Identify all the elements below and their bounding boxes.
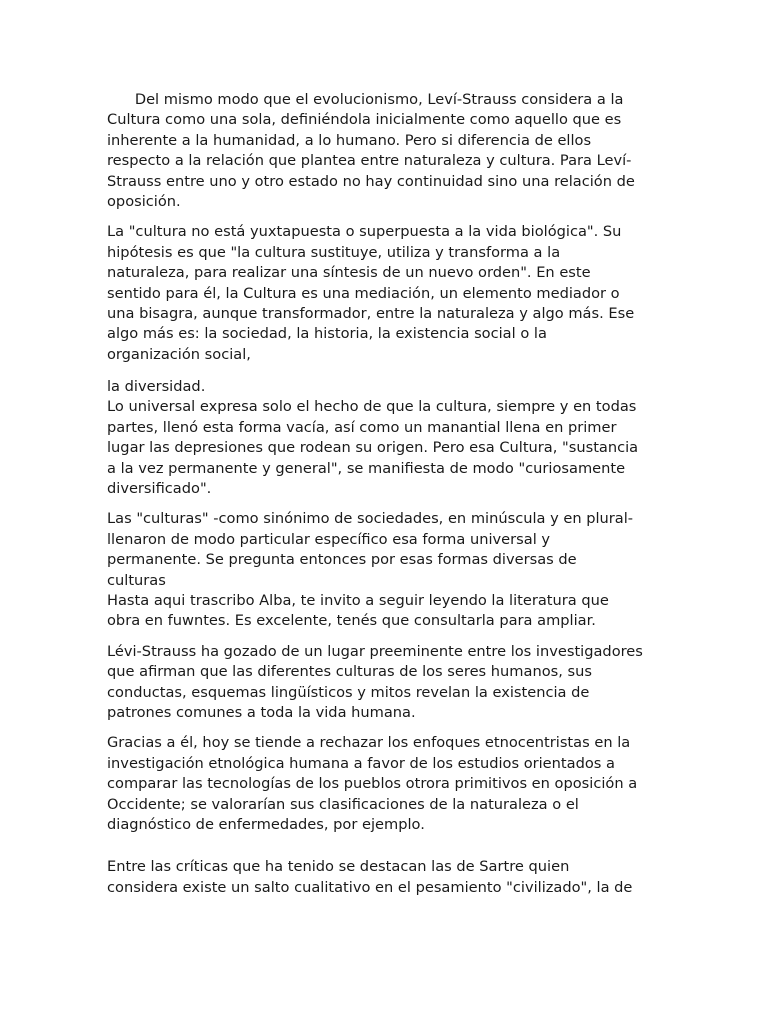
paragraph-3 bbox=[107, 377, 667, 499]
paragraph-4 bbox=[107, 509, 667, 631]
text-line: obra en fuwntes. Es excelente, tenés que consultarla para ampliar. bbox=[107, 612, 596, 630]
paragraph-2 bbox=[107, 222, 667, 365]
text-line: Del mismo modo que el evolucionismo, Leví-Strauss considera a la bbox=[107, 91, 624, 108]
text-line: Occidente; se valorarían sus clasificaciones de la naturaleza o el bbox=[107, 795, 579, 813]
text-line: lugar las depresiones que rodean su origen. Pero esa Cultura, "sustancia bbox=[107, 439, 639, 457]
paragraph-spacer bbox=[107, 835, 667, 857]
text-line: que afirman que las diferentes culturas de los seres humanos, sus bbox=[107, 663, 592, 681]
text-line: inherente a la humanidad, a lo humano. Pero si diferencia de ellos bbox=[107, 131, 592, 149]
text-line: algo más es: la sociedad, la historia, la existencia social o la bbox=[107, 325, 547, 343]
text-line: sentido para él, la Cultura es una mediación, un elemento mediador o bbox=[107, 284, 620, 302]
paragraph-5 bbox=[107, 642, 667, 724]
text-line: conductas, esquemas lingüísticos y mitos revelan la existencia de bbox=[107, 683, 590, 701]
text-line: Entre las críticas que ha tenido se destacan las de Sartre quien bbox=[107, 858, 570, 876]
paragraph-spacer bbox=[107, 499, 667, 509]
document-body bbox=[107, 90, 667, 898]
text-line: comparar las tecnologías de los pueblos otrora primitivos en oposición a bbox=[107, 775, 638, 793]
text-line: culturas bbox=[107, 571, 166, 589]
text-line: permanente. Se pregunta entonces por esas formas diversas de bbox=[107, 551, 577, 569]
text-line: diversificado". bbox=[107, 480, 212, 498]
text-line: patrones comunes a toda la vida humana. bbox=[107, 703, 416, 721]
text-line: investigación etnológica humana a favor de los estudios orientados a bbox=[107, 754, 615, 772]
text-line: Strauss entre uno y otro estado no hay continuidad sino una relación de bbox=[107, 172, 635, 190]
text-line: a la vez permanente y general", se manifiesta de modo "curiosamente bbox=[107, 459, 626, 477]
text-line: una bisagra, aunque transformador, entre la naturaleza y algo más. Ese bbox=[107, 304, 635, 322]
text-line: Cultura como una sola, definiéndola inicialmente como aquello que es bbox=[107, 111, 622, 129]
text-line: la diversidad. bbox=[107, 378, 206, 396]
paragraph-7 bbox=[107, 857, 667, 898]
text-line: partes, llenó esta forma vacía, así como un manantial llena en primer bbox=[107, 418, 617, 436]
text-line: Hasta aqui trascribo Alba, te invito a seguir leyendo la literatura que bbox=[107, 591, 609, 609]
text-line: diagnóstico de enfermedades, por ejemplo. bbox=[107, 815, 425, 833]
text-line: Lévi-Strauss ha gozado de un lugar preeminente entre los investigadores bbox=[107, 642, 643, 660]
paragraph-1 bbox=[107, 90, 667, 212]
paragraph-spacer bbox=[107, 365, 667, 377]
text-line: Lo universal expresa solo el hecho de que la cultura, siempre y en todas bbox=[107, 398, 637, 416]
text-line: naturaleza, para realizar una síntesis de un nuevo orden". En este bbox=[107, 264, 591, 282]
text-line: llenaron de modo particular específico esa forma universal y bbox=[107, 530, 551, 548]
text-line: respecto a la relación que plantea entre naturaleza y cultura. Para Leví- bbox=[107, 152, 632, 170]
text-line: considera existe un salto cualitativo en el pesamiento "civilizado", la de bbox=[107, 878, 633, 896]
text-line: organización social, bbox=[107, 345, 251, 363]
paragraph-spacer bbox=[107, 723, 667, 733]
text-line: hipótesis es que "la cultura sustituye, utiliza y transforma a la bbox=[107, 243, 561, 261]
text-line: La "cultura no está yuxtapuesta o superpuesta a la vida biológica". Su bbox=[107, 223, 622, 241]
text-line: oposición. bbox=[107, 192, 181, 210]
paragraph-6 bbox=[107, 733, 667, 835]
text-line: Gracias a él, hoy se tiende a rechazar los enfoques etnocentristas en la bbox=[107, 734, 631, 752]
paragraph-spacer bbox=[107, 212, 667, 222]
paragraph-spacer bbox=[107, 632, 667, 642]
text-line: Las "culturas" -como sinónimo de sociedades, en minúscula y en plural- bbox=[107, 510, 634, 528]
